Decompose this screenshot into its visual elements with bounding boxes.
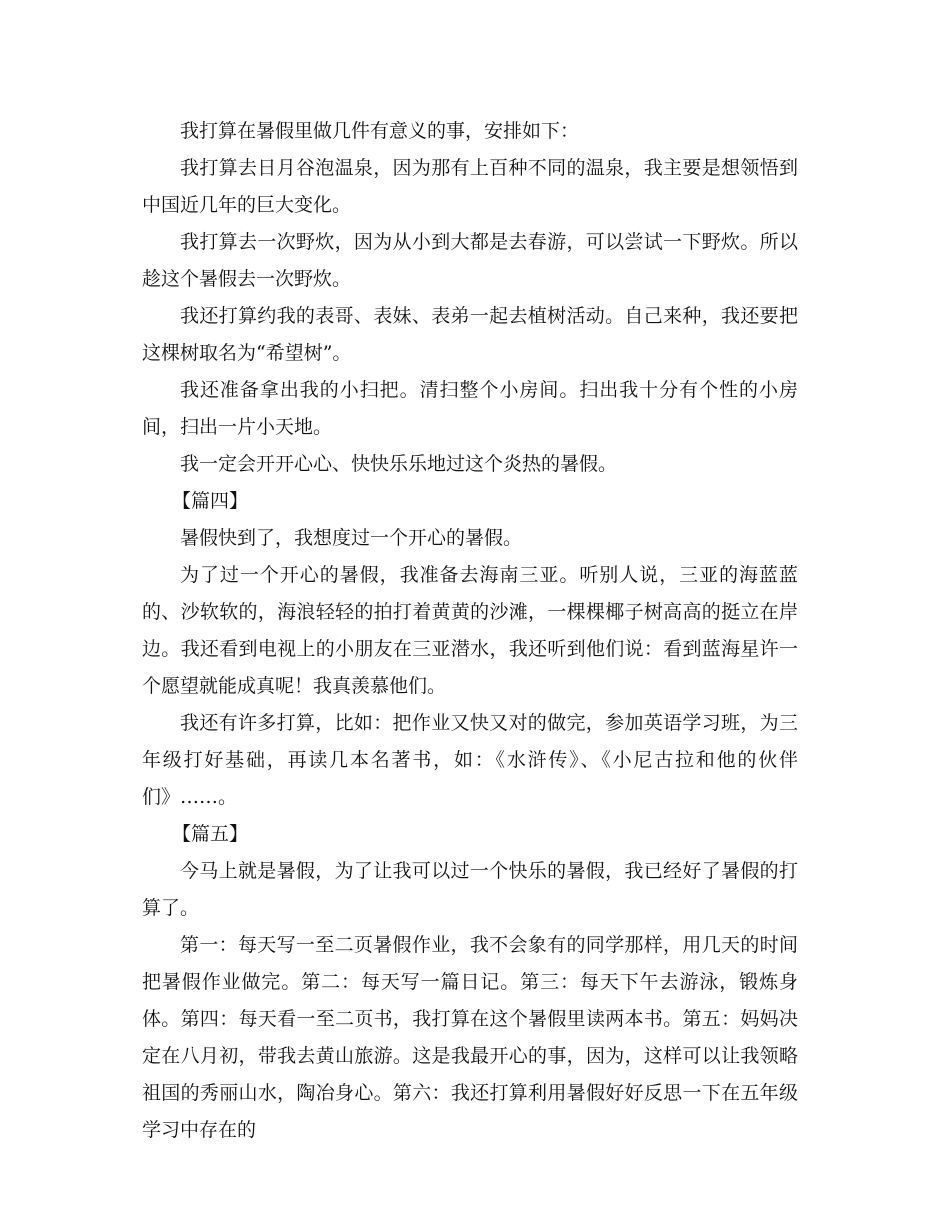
paragraph-picnic: 我打算去一次野炊，因为从小到大都是去春游，可以尝试一下野炊。所以趁这个暑假去一次野炊。 bbox=[142, 231, 798, 290]
paragraph-happy-summer: 我一定会开开心心、快快乐乐地过这个炎热的暑假。 bbox=[180, 453, 618, 475]
paragraph-summer-plan-ready: 今马上就是暑假，为了让我可以过一个快乐的暑假，我已经好了暑假的打算了。 bbox=[142, 860, 798, 919]
paragraph-hot-spring: 我打算去日月谷泡温泉，因为那有上百种不同的温泉，我主要是想领悟到中国近几年的巨大变化。 bbox=[142, 157, 798, 216]
paragraph-sanya-trip: 为了过一个开心的暑假，我准备去海南三亚。听别人说，三亚的海蓝蓝的、沙软软的，海浪轻轻的拍打着黄黄的沙滩，一棵棵椰子树高高的挺立在岸边。我还看到电视上的小朋友在三亚潜水，我还听到他们说：看到蓝海星许一个愿望就能成真呢！我真羡慕他们。 bbox=[142, 564, 798, 697]
paragraph-plan-intro: 我打算在暑假里做几件有意义的事，安排如下： bbox=[180, 120, 580, 142]
section-heading-5: 【篇五】 bbox=[172, 823, 249, 845]
paragraph-plan-list: 第一：每天写一至二页暑假作业，我不会象有的同学那样，用几天的时间把暑假作业做完。第二：每天写一篇日记。第三：每天下午去游泳，锻炼身体。第四：每天看一至二页书，我打算在这个暑假里读两本书。第五：妈妈决定在八月初，带我去黄山旅游。这是我最开心的事，因为，这样可以让我领略祖国的秀丽山水，陶冶身心。第六：我还打算利用暑假好好反思一下在五年级学习中存在的 bbox=[142, 934, 798, 1141]
paragraph-summer-coming: 暑假快到了，我想度过一个开心的暑假。 bbox=[180, 527, 523, 549]
paragraph-more-plans: 我还有许多打算，比如：把作业又快又对的做完，参加英语学习班，为三年级打好基础，再读几本名著书，如：《水浒传》、《小尼古拉和他的伙伴们》……。 bbox=[142, 712, 798, 808]
paragraph-tree-planting: 我还打算约我的表哥、表妹、表弟一起去植树活动。自己来种，我还要把这棵树取名为“希望树”。 bbox=[142, 305, 798, 364]
document-body bbox=[142, 113, 798, 1149]
paragraph-room-cleaning: 我还准备拿出我的小扫把。清扫整个小房间。扫出我十分有个性的小房间，扫出一片小天地。 bbox=[142, 379, 798, 438]
section-heading-4: 【篇四】 bbox=[172, 490, 249, 512]
